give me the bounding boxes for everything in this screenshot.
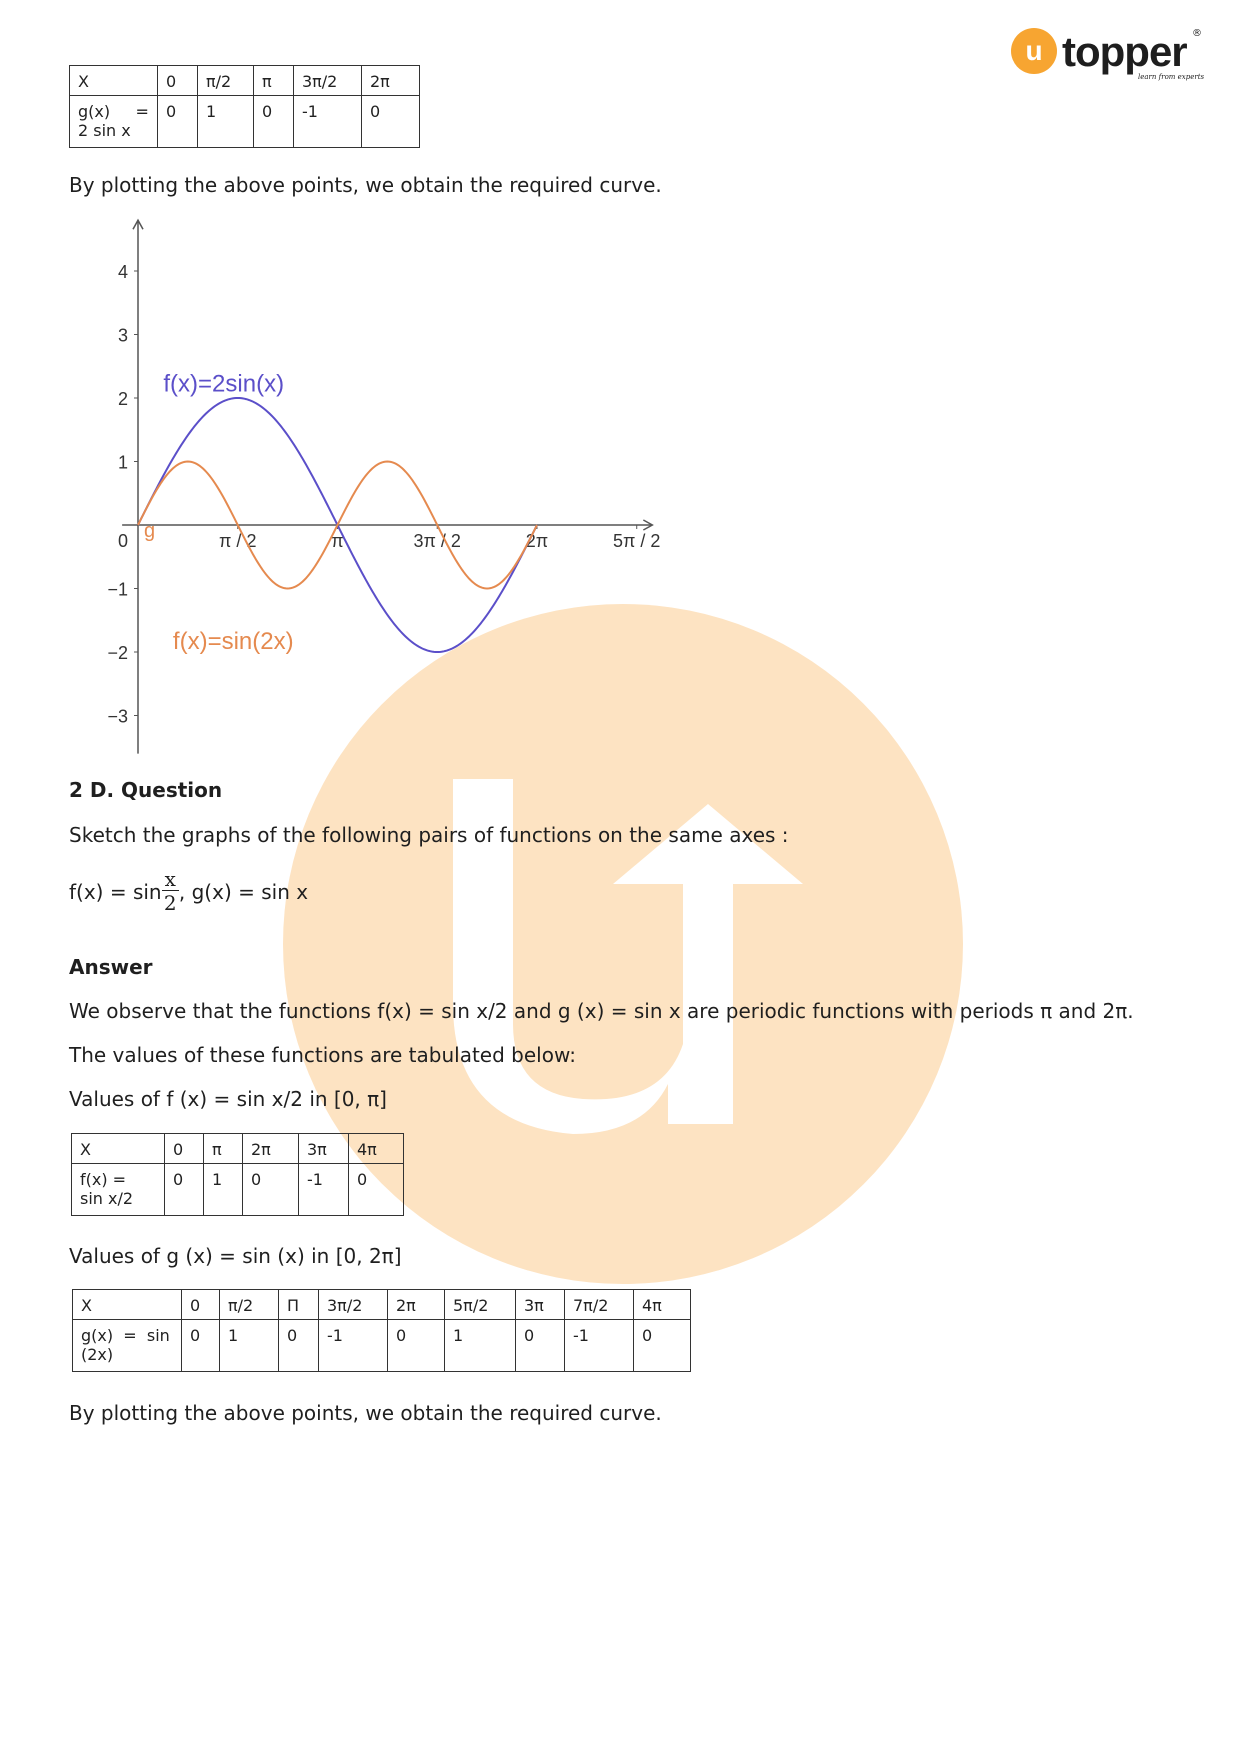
table-cell: 2π [243, 1134, 299, 1164]
table-cell: 5π/2 [445, 1290, 516, 1320]
table-row-x [72, 1134, 404, 1164]
table-g-sin-2x [72, 1289, 691, 1372]
table-cell: 0 [165, 1164, 204, 1216]
logo-letter: u [1025, 35, 1043, 66]
sine-graph [60, 210, 710, 770]
table-cell: 3π [299, 1134, 349, 1164]
formula-prefix: f(x) = sin [69, 880, 162, 904]
x-tick-label: π / 2 [219, 531, 257, 551]
table-cell: 1 [197, 96, 253, 148]
x-tick-label: 5π / 2 [613, 531, 661, 551]
table-caption-f: Values of f (x) = sin x/2 in [0, π] [69, 1087, 387, 1111]
table-cell: 1 [204, 1164, 243, 1216]
row-label-line: (2x) [81, 1345, 114, 1364]
table-cell: 0 [157, 96, 197, 148]
fraction-numerator: x [162, 868, 179, 891]
table-cell: 0 [279, 1320, 319, 1372]
table-cell: π/2 [197, 66, 253, 96]
table-g-2sinx [69, 65, 420, 148]
table-row-label [72, 1164, 165, 1216]
question-heading: 2 D. Question [69, 778, 223, 802]
table-cell: π [253, 66, 293, 96]
question-prompt: Sketch the graphs of the following pairs of functions on the same axes : [69, 823, 789, 847]
y-tick-label: −3 [107, 706, 128, 727]
x-tick-label: 3π / 2 [413, 531, 461, 551]
y-tick-label: −1 [107, 579, 128, 600]
table-cell: 0 [182, 1320, 220, 1372]
table-header-cell: X [70, 66, 158, 96]
table-cell: 0 [349, 1164, 404, 1216]
row-label-line: g(x) = [78, 102, 149, 121]
table-row-values [72, 1164, 404, 1216]
table-cell: -1 [565, 1320, 634, 1372]
table-cell: 7π/2 [565, 1290, 634, 1320]
logo-registered-mark: ® [1192, 28, 1202, 39]
logo-tagline: learn from experts [1138, 73, 1205, 81]
table-cell: -1 [293, 96, 361, 148]
table-row-values [70, 96, 420, 148]
x-tick-label: π [331, 531, 344, 551]
answer-line-2: The values of these functions are tabulated below: [69, 1043, 576, 1067]
series-label-f-sin2x: f(x)=sin(2x) [172, 627, 294, 655]
table-header-cell: X [73, 1290, 182, 1320]
row-label-line: sin x/2 [80, 1189, 134, 1208]
table-cell: 0 [516, 1320, 565, 1372]
origin-point-label: g [144, 520, 156, 542]
logo-wordmark: topper [1062, 28, 1187, 75]
question-formula [69, 867, 309, 917]
table-f-sin-x-half [71, 1133, 404, 1216]
table-cell: 0 [253, 96, 293, 148]
y-tick-label: 1 [117, 452, 128, 473]
table-cell: 0 [165, 1134, 204, 1164]
table-cell: 3π/2 [319, 1290, 388, 1320]
table-cell: -1 [299, 1164, 349, 1216]
table-cell: 0 [388, 1320, 445, 1372]
table-cell: π/2 [220, 1290, 279, 1320]
fraction-denominator: 2 [163, 891, 177, 915]
plot-note-1: By plotting the above points, we obtain the required curve. [69, 173, 662, 197]
table-cell: 3π/2 [293, 66, 361, 96]
table-cell: π [204, 1134, 243, 1164]
table-row-label [70, 96, 158, 148]
table-cell: -1 [319, 1320, 388, 1372]
series-label-f-2sinx: f(x)=2sin(x) [163, 370, 285, 398]
y-tick-label: 4 [117, 262, 128, 282]
table-row-x [70, 66, 420, 96]
row-label-line: g(x) = sin [81, 1326, 170, 1345]
table-cell: 0 [634, 1320, 691, 1372]
row-label-line: 2 sin x [78, 121, 131, 140]
y-tick-label: 0 [117, 531, 128, 551]
table-cell: Π [279, 1290, 319, 1320]
table-row-values [73, 1320, 691, 1372]
table-cell: 4π [634, 1290, 691, 1320]
table-cell: 2π [361, 66, 419, 96]
table-row-x [73, 1290, 691, 1320]
table-row-label [73, 1320, 182, 1372]
table-cell: 4π [349, 1134, 404, 1164]
table-cell: 1 [445, 1320, 516, 1372]
y-tick-label: 3 [117, 325, 128, 346]
table-cell: 0 [361, 96, 419, 148]
table-caption-g: Values of g (x) = sin (x) in [0, 2π] [69, 1244, 402, 1268]
x-tick-label: 2π [525, 531, 549, 551]
plot-note-2: By plotting the above points, we obtain the required curve. [69, 1401, 662, 1425]
table-cell: 0 [243, 1164, 299, 1216]
answer-heading: Answer [69, 955, 153, 979]
formula-fraction [162, 868, 179, 915]
table-cell: 0 [157, 66, 197, 96]
formula-suffix: , g(x) = sin x [178, 880, 309, 904]
table-cell: 2π [388, 1290, 445, 1320]
y-tick-label: 2 [117, 389, 128, 409]
answer-line-1: We observe that the functions f(x) = sin x/2 and g (x) = sin x are periodic functions with periods π and 2π. [69, 999, 1134, 1023]
brand-logo [1010, 22, 1210, 92]
table-cell: 1 [220, 1320, 279, 1372]
y-tick-label: −2 [107, 643, 128, 663]
row-label-line: f(x) = [80, 1170, 127, 1189]
table-cell: 3π [516, 1290, 565, 1320]
table-cell: 0 [182, 1290, 220, 1320]
table-header-cell: X [72, 1134, 165, 1164]
